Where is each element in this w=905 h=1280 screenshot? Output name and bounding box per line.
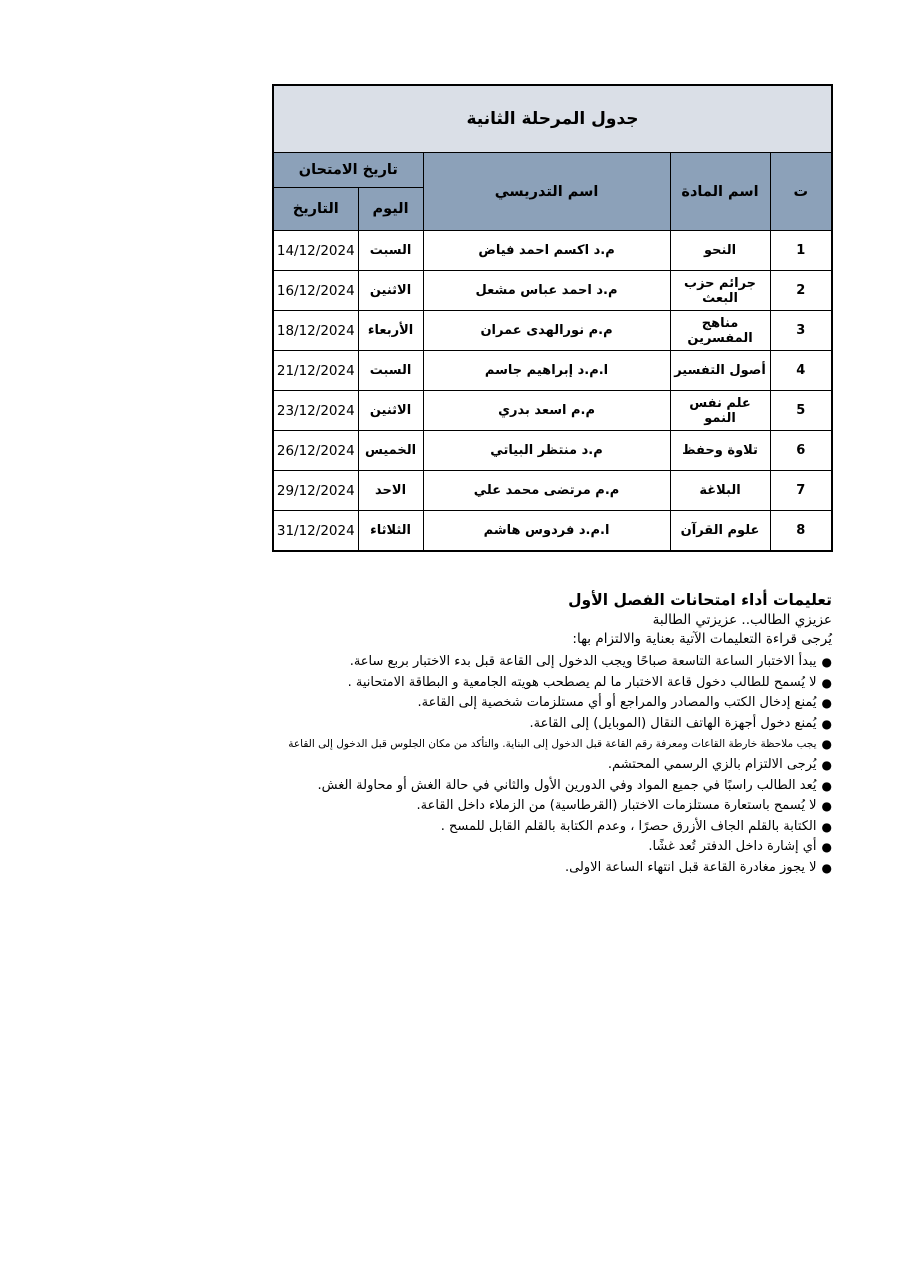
day-cell: الخميس (358, 431, 423, 471)
instruction-item (192, 714, 832, 735)
day-cell: الأربعاء (358, 311, 423, 351)
header-exam-date-group: تاريخ الامتحان (273, 153, 423, 188)
row-index-cell: 5 (770, 391, 832, 431)
subject-cell: جرائم حزب البعث (670, 271, 770, 311)
instructions-list (192, 652, 832, 878)
table-row (273, 511, 832, 552)
date-cell: 23/12/2024 (273, 391, 358, 431)
instructor-cell: م.م نورالهدى عمران (423, 311, 670, 351)
table-row (273, 431, 832, 471)
table-row (273, 351, 832, 391)
table-title: جدول المرحلة الثانية (273, 85, 832, 153)
instruction-text: يُرجى الالتزام بالزي الرسمي المحتشم. (607, 757, 817, 772)
date-cell: 31/12/2024 (273, 511, 358, 552)
bullet-icon: ● (821, 778, 832, 793)
header-index: ت (770, 153, 832, 231)
table-title-row (273, 85, 832, 153)
instructions-heading: تعليمات أداء امتحانات الفصل الأول (568, 591, 832, 609)
bullet-icon: ● (821, 860, 832, 875)
bullet-icon: ● (821, 799, 832, 813)
date-cell: 21/12/2024 (273, 351, 358, 391)
instructor-cell: ا.م.د إبراهيم جاسم (423, 351, 670, 391)
bullet-icon: ● (821, 840, 832, 854)
bullet-icon: ● (821, 737, 832, 751)
instruction-item (192, 693, 832, 714)
table-row (273, 271, 832, 311)
table-row (273, 231, 832, 271)
bullet-icon: ● (821, 819, 832, 834)
subject-cell: تلاوة وحفظ (670, 431, 770, 471)
date-cell: 16/12/2024 (273, 271, 358, 311)
day-cell: السبت (358, 231, 423, 271)
subject-cell: النحو (670, 231, 770, 271)
instruction-item (192, 796, 832, 817)
instruction-text: لا يُسمح للطالب دخول قاعة الاختبار ما لم يصطحب هويته الجامعية و البطاقة الامتحانية . (347, 674, 817, 690)
instructor-cell: م.م اسعد بدري (423, 391, 670, 431)
instructor-cell: م.د احمد عباس مشعل (423, 271, 670, 311)
date-cell: 26/12/2024 (273, 431, 358, 471)
table-header-row-1 (273, 153, 832, 188)
day-cell: الاثنين (358, 271, 423, 311)
subject-cell: علم نفس النمو (670, 391, 770, 431)
subject-cell: أصول التفسير (670, 351, 770, 391)
instructions-intro-line-2: يُرجى قراءة التعليمات الآتية بعناية والالتزام بها: (572, 631, 832, 647)
date-cell: 29/12/2024 (273, 471, 358, 511)
instruction-item (192, 734, 832, 755)
day-cell: الثلاثاء (358, 511, 423, 552)
exam-schedule-table (272, 84, 833, 552)
subject-cell: مناهج المفسرين (670, 311, 770, 351)
instruction-text: لا يجوز مغادرة القاعة قبل انتهاء الساعة الاولى. (564, 859, 817, 875)
day-cell: السبت (358, 351, 423, 391)
header-instructor: اسم التدريسي (423, 153, 670, 231)
instruction-text: يُعد الطالب راسبًا في جميع المواد وفي الدورين الأول والثاني في حالة الغش أو محاولة الغش. (317, 777, 817, 793)
bullet-icon: ● (821, 675, 832, 690)
row-index-cell: 6 (770, 431, 832, 471)
row-index-cell: 3 (770, 311, 832, 351)
header-date: التاريخ (273, 188, 358, 231)
row-index-cell: 4 (770, 351, 832, 391)
bullet-icon: ● (821, 655, 832, 669)
date-cell: 14/12/2024 (273, 231, 358, 271)
date-cell: 18/12/2024 (273, 311, 358, 351)
instruction-item (192, 755, 832, 776)
subject-cell: علوم القرآن (670, 511, 770, 552)
day-cell: الاثنين (358, 391, 423, 431)
subject-cell: البلاغة (670, 471, 770, 511)
instructor-cell: م.م مرتضى محمد علي (423, 471, 670, 511)
table-row (273, 471, 832, 511)
row-index-cell: 1 (770, 231, 832, 271)
instruction-item (192, 652, 832, 673)
instruction-item (192, 817, 832, 838)
table-row (273, 311, 832, 351)
instruction-text: يُمنع دخول أجهزة الهاتف النقال (الموبايل) إلى القاعة. (529, 715, 817, 731)
instructions-section (192, 590, 832, 878)
instruction-item (192, 673, 832, 694)
header-day: اليوم (358, 188, 423, 231)
row-index-cell: 2 (770, 271, 832, 311)
header-subject: اسم المادة (670, 153, 770, 231)
bullet-icon: ● (821, 696, 832, 710)
instruction-item (192, 837, 832, 858)
row-index-cell: 8 (770, 511, 832, 552)
bullet-icon: ● (821, 716, 832, 731)
instruction-item (192, 776, 832, 797)
instruction-text: لا يُسمح باستعارة مستلزمات الاختبار (القرطاسية) من الزملاء داخل القاعة. (416, 798, 817, 813)
instructions-intro-line-1: عزيزي الطالب.. عزيزتي الطالبة (652, 612, 832, 628)
exam-table-body (273, 231, 832, 552)
table-row (273, 391, 832, 431)
instruction-item (192, 858, 832, 879)
instruction-text: الكتابة بالقلم الجاف الأزرق حصرًا ، وعدم الكتابة بالقلم القابل للمسح . (440, 818, 817, 834)
instruction-text: أي إشارة داخل الدفتر تُعد غشًا. (648, 839, 817, 854)
instructor-cell: م.د اكسم احمد فياض (423, 231, 670, 271)
row-index-cell: 7 (770, 471, 832, 511)
bullet-icon: ● (821, 758, 832, 772)
instruction-text: يجب ملاحظة خارطة القاعات ومعرفة رقم القاعة قبل الدخول إلى البناية. والتأكد من مكان الجلوس قبل الدخول إلى القاعة (288, 738, 817, 750)
instruction-text: يُمنع إدخال الكتب والمصادر والمراجع أو أي مستلزمات شخصية إلى القاعة. (417, 695, 817, 710)
instructor-cell: م.د منتظر البياتي (423, 431, 670, 471)
instruction-text: يبدأ الاختبار الساعة التاسعة صباحًا ويجب الدخول إلى القاعة قبل بدء الاختبار بربع ساعة. (349, 654, 817, 669)
day-cell: الاحد (358, 471, 423, 511)
instructor-cell: ا.م.د فردوس هاشم (423, 511, 670, 552)
